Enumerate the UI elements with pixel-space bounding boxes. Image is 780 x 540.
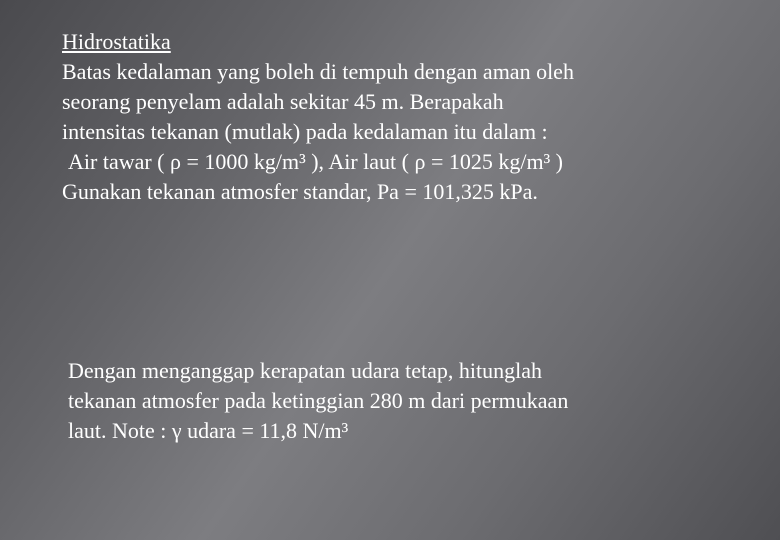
problem-2-line-2: tekanan atmosfer pada ketinggian 280 m dari permukaan xyxy=(68,388,569,413)
problem-2-line-1: Dengan menganggap kerapatan udara tetap, hitunglah xyxy=(68,358,543,383)
problem-1-line-2: seorang penyelam adalah sekitar 45 m. Berapakah xyxy=(62,89,504,114)
problem-1-line-5: Gunakan tekanan atmosfer standar, Pa = 101,325 kPa. xyxy=(62,179,538,204)
slide-title: Hidrostatika xyxy=(62,29,171,54)
problem-2-line-3: laut. Note : γ udara = 11,8 N/m³ xyxy=(68,418,349,443)
problem-2-text-block xyxy=(68,356,768,446)
problem-1-line-1: Batas kedalaman yang boleh di tempuh dengan aman oleh xyxy=(62,59,574,84)
problem-1-text-block xyxy=(62,27,762,207)
problem-1-line-3: intensitas tekanan (mutlak) pada kedalaman itu dalam : xyxy=(62,119,548,144)
problem-1-line-4: Air tawar ( ρ = 1000 kg/m³ ), Air laut ( ρ = 1025 kg/m³ ) xyxy=(68,149,563,174)
